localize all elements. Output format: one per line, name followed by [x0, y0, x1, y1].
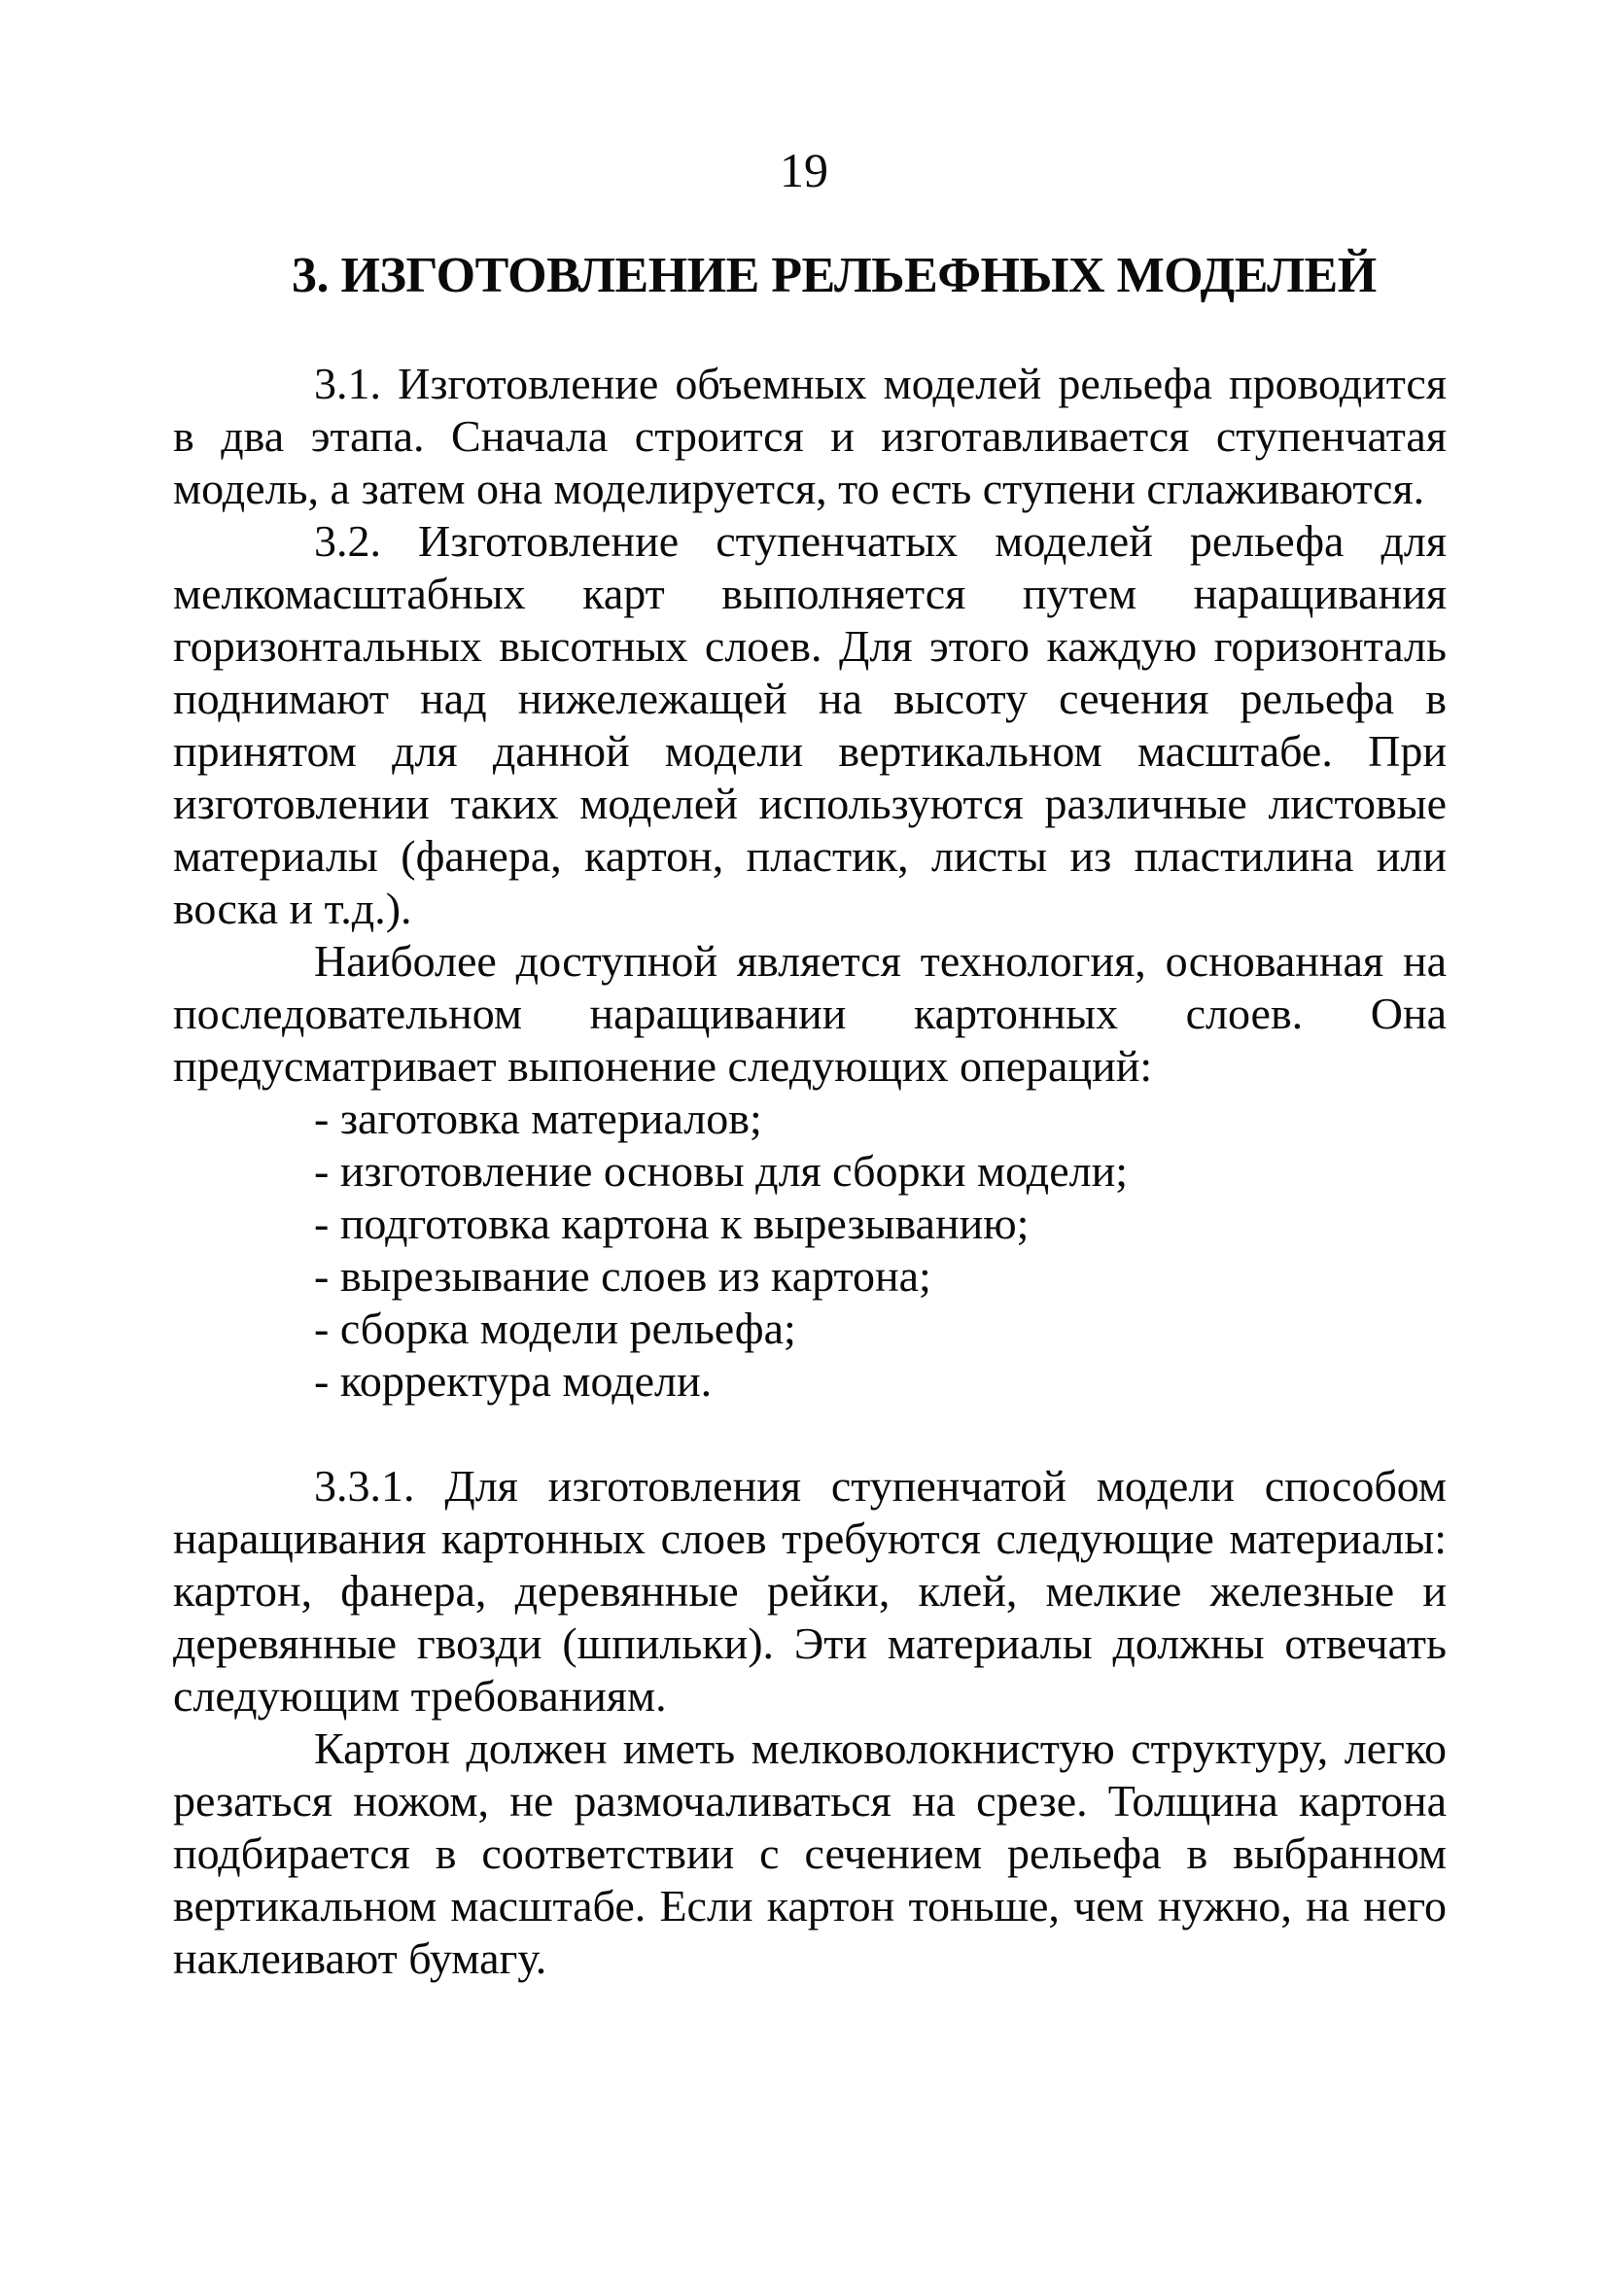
list-item: - сборка модели рельефа;: [314, 1304, 796, 1353]
body-text: [173, 358, 1447, 1985]
list-item: - корректура модели.: [314, 1356, 713, 1406]
list-item: - изготовление основы для сборки модели;: [314, 1146, 1128, 1196]
section-title: 3. ИЗГОТОВЛЕНИЕ РЕЛЬЕФНЫХ МОДЕЛЕЙ: [292, 248, 1377, 303]
list-item: - заготовка материалов;: [314, 1094, 762, 1143]
page-number: 19: [780, 143, 828, 197]
list-item: - подготовка картона к вырезыванию;: [314, 1199, 1030, 1248]
paragraph-cardboard: Картон должен иметь мелковолокнистую структуру, легко резаться ножом, не размочаливаться на срезе. Толщина картона подбирается в соответствии с сечением рельефа в выбранном вертикальном масштабе. Если картон тоньше, чем нужно, на него наклеивают бумагу.: [173, 1723, 1447, 1983]
paragraph-3-3-1: 3.3.1. Для изготовления ступенчатой модели способом наращивания картонных слоев требуются следующие материалы: картон, фанера, деревянные рейки, клей, мелкие железные и деревянные гвозди (шпильки). Эти материалы должны отвечать следующим требованиям.: [173, 1461, 1447, 1721]
operations-list: [173, 1093, 1447, 1408]
paragraph-technology: Наиболее доступной является технология, основанная на последовательном наращивании картонных слоев. Она предусматривает выпонение следующих операций:: [173, 936, 1447, 1091]
paragraph-3-2: 3.2. Изготовление ступенчатых моделей рельефа для мелкомасштабных карт выполняется путем наращивания горизонтальных высотных слоев. Для этого каждую горизонталь поднимают над нижележащей на высоту сечения рельефа в принятом для данной модели вертикальном масштабе. При изготовлении таких моделей используются различные листовые материалы (фанера, картон, пластик, листы из пластилина или воска и т.д.).: [173, 516, 1447, 933]
list-item: - вырезывание слоев из картона;: [314, 1251, 931, 1301]
paragraph-3-1: 3.1. Изготовление объемных моделей рельефа проводится в два этапа. Сначала строится и изготавливается ступенчатая модель, а затем она моделируется, то есть ступени сглаживаются.: [173, 359, 1447, 513]
section-spacer: [173, 1408, 1447, 1460]
